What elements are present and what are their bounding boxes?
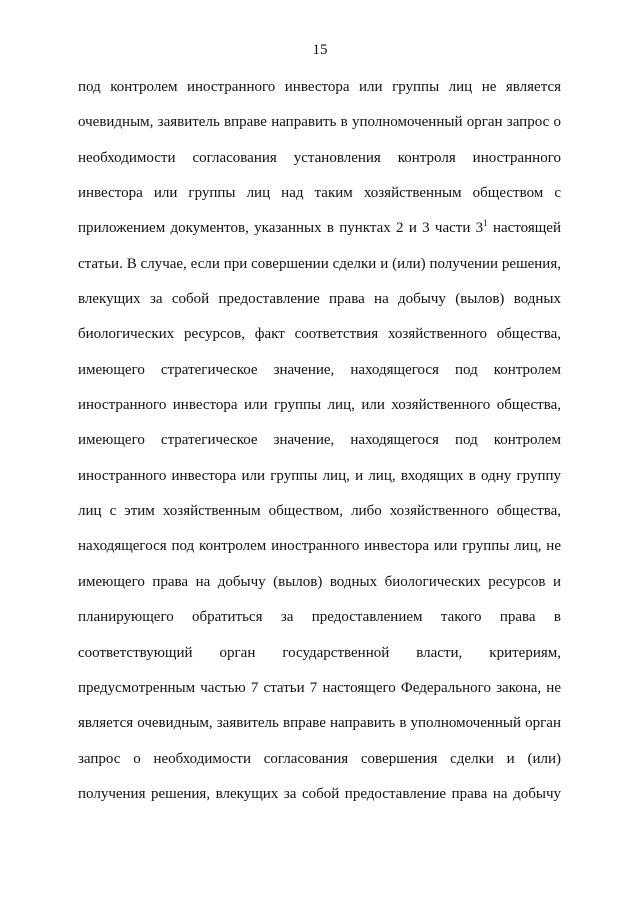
text-fragment: приложением документов, указанных в пунктах 2 и 3 части 3 <box>78 220 484 237</box>
text-line-with-superscript <box>78 218 561 253</box>
text-line: иностранного инвестора или группы лиц, или хозяйственного общества, <box>78 397 561 414</box>
text-line: инвестора или группы лиц над таким хозяйственным обществом с <box>78 185 561 202</box>
text-line: иностранного инвестора или группы лиц, и лиц, входящих в одну группу <box>78 467 561 484</box>
superscript: 1 <box>483 218 488 229</box>
text-line: соответствующий орган государственной власти, критериям, <box>78 644 561 661</box>
text-line: получения решения, влекущих за собой предоставление права на добычу <box>78 785 561 802</box>
text-line: планирующего обратиться за предоставлением такого права в <box>78 609 561 626</box>
text-line: является очевидным, заявитель вправе направить в уполномоченный орган <box>78 715 561 732</box>
text-line: очевидным, заявитель вправе направить в уполномоченный орган запрос о <box>78 114 561 131</box>
page-number: 15 <box>312 42 328 58</box>
text-line: необходимости согласования установления контроля иностранного <box>78 149 561 166</box>
text-line: статьи. В случае, если при совершении сделки и (или) получении решения, <box>78 255 561 272</box>
text-line: под контролем иностранного инвестора или группы лиц не является <box>78 79 561 95</box>
text-line: находящегося под контролем иностранного инвестора или группы лиц, не <box>78 538 561 555</box>
body-text <box>78 77 561 819</box>
text-line: имеющего стратегическое значение, находящегося под контролем <box>78 361 561 378</box>
text-line: лиц с этим хозяйственным обществом, либо хозяйственного общества, <box>78 503 561 520</box>
text-fragment: настоящей <box>487 220 561 237</box>
text-line: биологических ресурсов, факт соответствия хозяйственного общества, <box>78 326 561 343</box>
text-line: запрос о необходимости согласования совершения сделки и (или) <box>78 750 561 767</box>
text-line: предусмотренным частью 7 статьи 7 настоящего Федерального закона, не <box>78 679 561 696</box>
text-line: имеющего права на добычу (вылов) водных биологических ресурсов и <box>78 573 561 590</box>
text-line: влекущих за собой предоставление права на добычу (вылов) водных <box>78 291 561 308</box>
text-line: имеющего стратегическое значение, находящегося под контролем <box>78 432 561 449</box>
